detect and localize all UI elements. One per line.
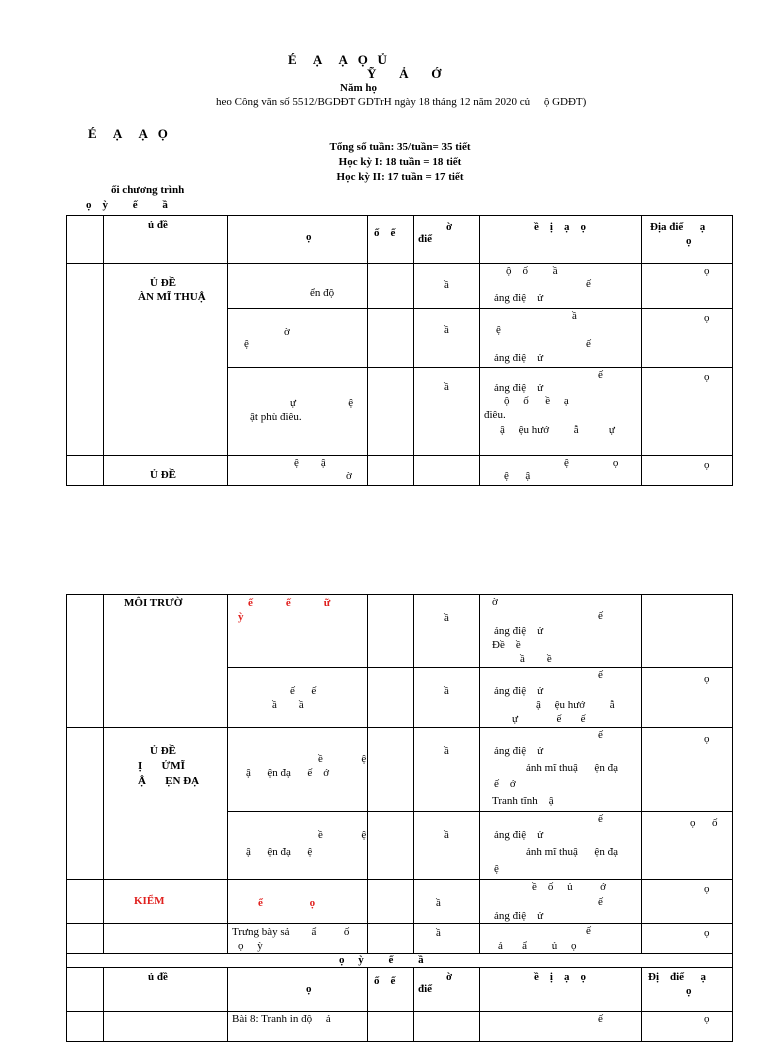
periods-cell	[368, 595, 414, 668]
requirement-line: ộ ố ầ	[506, 265, 558, 277]
table-header-row	[67, 968, 733, 1012]
requirement-line: ề ố ủ ớ	[532, 881, 606, 893]
requirement-line: ế	[598, 669, 603, 681]
requirements-cell	[480, 595, 642, 668]
requirement-line: ế	[586, 278, 591, 290]
topic-cell	[104, 880, 228, 924]
header-time-2: điể	[418, 233, 433, 245]
table-row	[67, 728, 733, 812]
totals-block	[280, 140, 520, 185]
time-text: ầ	[444, 381, 449, 393]
lesson-text: ầ ầ	[272, 699, 304, 711]
time-cell	[414, 924, 480, 954]
lesson-cell	[228, 728, 368, 812]
lesson-text: ệ ậ	[294, 457, 326, 469]
topic-line: MÔI TRƯỜ	[124, 597, 183, 609]
requirement-line: ự ế ế	[512, 713, 586, 725]
requirement-line: ờ	[492, 596, 498, 608]
row-index-cell	[67, 595, 104, 728]
periods-cell	[368, 880, 414, 924]
requirements-cell	[480, 368, 642, 456]
topic-cell	[104, 456, 228, 486]
periods-cell	[368, 668, 414, 728]
place-cell	[642, 368, 733, 456]
requirement-line: ế	[598, 1013, 603, 1025]
table-header-row	[67, 216, 733, 264]
lesson-text: Trưng bày sả ẩ ố	[232, 926, 350, 938]
lesson-cell	[228, 924, 368, 954]
time-cell	[414, 456, 480, 486]
requirement-line: ệ ọ	[564, 457, 619, 469]
header-requirements: ề ị ạ ọ	[534, 221, 586, 233]
requirement-line: ảng điệ ử	[494, 352, 544, 364]
lesson-text: ự ệ	[290, 397, 354, 409]
lesson-text: ể ọ	[258, 897, 316, 909]
row-index-cell	[67, 880, 104, 924]
topic-line: Ủ ĐỀ	[150, 469, 176, 481]
header-place-cell	[642, 968, 733, 1012]
place-text: ọ	[704, 883, 710, 895]
requirement-line: ệ	[496, 324, 501, 336]
place-cell	[642, 456, 733, 486]
lesson-cell	[228, 880, 368, 924]
place-text: ọ ố	[690, 817, 718, 829]
header-requirements: ề ị ạ ọ	[534, 971, 586, 983]
periods-cell	[368, 728, 414, 812]
place-cell	[642, 812, 733, 880]
place-text: ọ	[704, 927, 710, 939]
term-2-band-row	[67, 954, 733, 968]
lesson-text: ề ệ	[318, 829, 367, 841]
header-time-cell	[414, 968, 480, 1012]
requirements-cell	[480, 924, 642, 954]
periods-cell	[368, 368, 414, 456]
place-text: ọ	[704, 371, 710, 383]
requirements-cell	[480, 880, 642, 924]
requirement-line: ế	[598, 813, 603, 825]
place-cell	[642, 309, 733, 368]
place-cell	[642, 595, 733, 668]
requirement-line: ộ ố ề ạ	[504, 395, 569, 407]
row-index-cell	[67, 1012, 104, 1042]
program-line-1: ối chương trình	[111, 184, 185, 196]
time-text: ầ	[444, 324, 449, 336]
requirement-line: ảnh mĩ thuậ ện đạ	[526, 846, 618, 858]
time-text: ầ	[444, 279, 449, 291]
requirement-line: ế	[586, 338, 591, 350]
term-2-band-text: ọ ỳ ế ầ	[339, 954, 424, 966]
requirement-line: điêu.	[484, 409, 506, 421]
requirement-line: ảng điệ ử	[494, 829, 544, 841]
lesson-cell	[228, 264, 368, 309]
header-periods: ố ế	[374, 227, 396, 239]
row-index-cell	[67, 264, 104, 456]
header-topic: ủ đề	[148, 219, 168, 231]
requirement-line: ảng điệ ử	[494, 625, 544, 637]
lesson-text: ật phù điêu.	[250, 411, 302, 423]
place-text: ọ	[704, 312, 710, 324]
requirement-line: ả ẩ ủ ọ	[498, 940, 577, 952]
header-time-2: điể	[418, 983, 433, 995]
periods-cell	[368, 264, 414, 309]
requirement-line: ế	[598, 729, 603, 741]
requirement-line: ảng điệ ử	[494, 745, 544, 757]
time-cell	[414, 880, 480, 924]
lesson-cell	[228, 1012, 368, 1042]
table-row	[67, 595, 733, 668]
curriculum-table-term-1	[66, 215, 733, 486]
requirement-line: ế	[586, 925, 591, 937]
header-lesson-cell	[228, 216, 368, 264]
time-text: ầ	[444, 745, 449, 757]
header-lesson-cell	[228, 968, 368, 1012]
lesson-text: ọ ỳ	[238, 940, 263, 952]
section-title: É Ạ Ạ Ọ	[88, 126, 168, 141]
periods-cell	[368, 924, 414, 954]
time-text: ầ	[444, 685, 449, 697]
lesson-text: ờ	[346, 470, 352, 482]
place-text: ọ	[704, 459, 710, 471]
lesson-cell	[228, 668, 368, 728]
time-text: ầ	[444, 612, 449, 624]
lesson-text: Bài 8: Tranh in độ ả	[232, 1013, 331, 1025]
topic-cell	[104, 924, 228, 954]
place-cell	[642, 264, 733, 309]
lesson-text: ỳ	[238, 611, 244, 623]
header-periods-cell	[368, 216, 414, 264]
topic-line: Ị ỬMĨ	[138, 760, 185, 772]
topic-line: Ủ ĐỀ	[150, 277, 176, 289]
header-place-2: ọ	[686, 235, 692, 247]
header-place-1: Địa điể ạ	[650, 221, 706, 233]
header-lesson: ọ	[306, 983, 312, 995]
curriculum-table-continued	[66, 594, 733, 1042]
time-text: ầ	[436, 927, 441, 939]
row-index-cell	[67, 456, 104, 486]
lesson-text: ờ	[284, 326, 290, 338]
requirement-line: Đề ề	[492, 639, 521, 651]
requirement-line: ế	[598, 896, 603, 908]
program-line-2: ọ ỳ ế ầ	[86, 199, 168, 211]
topic-line: Ủ ĐỀ	[150, 745, 176, 757]
requirement-line: ầ	[572, 310, 577, 322]
requirement-line: Tranh tĩnh ậ	[492, 795, 554, 807]
topic-line: KIỂM	[134, 895, 165, 907]
lesson-text: ậ ện đạ ế ớ	[246, 767, 330, 779]
place-cell	[642, 924, 733, 954]
header-requirements-cell	[480, 968, 642, 1012]
requirement-line: ầ ề	[520, 653, 552, 665]
header-time-1: ờ	[446, 971, 453, 983]
lesson-text: ệ	[244, 338, 249, 350]
place-text: ọ	[704, 673, 710, 685]
header-periods: ố ế	[374, 975, 396, 987]
periods-cell	[368, 812, 414, 880]
header-line-2: Ỹ Ả Ớ	[367, 66, 442, 81]
header-periods-cell	[368, 968, 414, 1012]
periods-cell	[368, 1012, 414, 1042]
header-place-cell	[642, 216, 733, 264]
header-line-1: É Ạ Ạ Ọ Ủ	[288, 52, 387, 67]
requirement-line: ệ	[494, 863, 499, 875]
place-cell	[642, 668, 733, 728]
header-year: Năm họ	[340, 82, 377, 94]
header-lesson: ọ	[306, 231, 312, 243]
lesson-cell	[228, 309, 368, 368]
lesson-text: ển độ	[310, 287, 335, 299]
lesson-text: ề ệ	[318, 753, 367, 765]
place-cell	[642, 1012, 733, 1042]
header-time-cell	[414, 216, 480, 264]
requirement-line: ế	[598, 369, 603, 381]
table-row	[67, 264, 733, 309]
requirement-line: ậ ệu hướ ẫ ự	[500, 424, 615, 436]
time-cell	[414, 368, 480, 456]
place-text: ọ	[704, 733, 710, 745]
term-2-band-cell	[67, 954, 733, 968]
total-weeks: Tổng số tuần: 35/tuần= 35 tiết	[329, 141, 471, 153]
place-cell	[642, 880, 733, 924]
requirement-line: ảng điệ ử	[494, 382, 544, 394]
header-index-cell	[67, 968, 104, 1012]
requirements-cell	[480, 456, 642, 486]
table-row	[67, 880, 733, 924]
requirement-line: ệ ậ	[504, 470, 531, 482]
lesson-cell	[228, 595, 368, 668]
time-cell	[414, 668, 480, 728]
periods-cell	[368, 456, 414, 486]
header-place-1: Đị điể ạ	[648, 971, 707, 983]
place-cell	[642, 728, 733, 812]
table-row	[67, 456, 733, 486]
requirement-line: ế ớ	[494, 778, 516, 790]
header-reference: heo Công văn số 5512/BGDĐT GDTrH ngày 18 tháng 12 năm 2020 củ ộ GDĐT)	[216, 96, 587, 108]
requirements-cell	[480, 309, 642, 368]
topic-cell	[104, 595, 228, 728]
place-text: ọ	[704, 1013, 710, 1025]
time-cell	[414, 595, 480, 668]
place-text: ọ	[704, 265, 710, 277]
time-cell	[414, 309, 480, 368]
lesson-text: ế ế	[290, 685, 317, 697]
requirements-cell	[480, 728, 642, 812]
time-text: ầ	[444, 829, 449, 841]
topic-cell	[104, 264, 228, 456]
time-cell	[414, 728, 480, 812]
requirements-cell	[480, 668, 642, 728]
time-cell	[414, 812, 480, 880]
requirement-line: ậ ệu hướ ẫ	[536, 699, 615, 711]
time-cell	[414, 264, 480, 309]
header-place-2: ọ	[686, 985, 692, 997]
header-topic: ủ đề	[148, 971, 168, 983]
requirement-line: ảng điệ ử	[494, 910, 544, 922]
header-requirements-cell	[480, 216, 642, 264]
requirement-line: ảnh mĩ thuậ ện đạ	[526, 762, 618, 774]
requirement-line: ảng điệ ử	[494, 292, 544, 304]
time-cell	[414, 1012, 480, 1042]
requirements-cell	[480, 1012, 642, 1042]
requirement-line: ảng điệ ử	[494, 685, 544, 697]
requirement-line: ế	[598, 610, 603, 622]
table-row	[67, 924, 733, 954]
term-1-total: Học kỳ I: 18 tuần = 18 tiết	[338, 156, 462, 168]
lesson-cell	[228, 456, 368, 486]
topic-line: Ậ ẸN ĐẠ	[138, 775, 200, 787]
topic-cell	[104, 1012, 228, 1042]
header-index-cell	[67, 216, 104, 264]
header-topic-cell	[104, 968, 228, 1012]
lesson-text: ậ ện đạ ệ	[246, 846, 313, 858]
lesson-text: ế ế ữ	[248, 597, 331, 609]
table-row	[67, 1012, 733, 1042]
lesson-cell	[228, 368, 368, 456]
topic-line: ÀN MĨ THUẬ	[138, 291, 206, 303]
header-time-1: ờ	[446, 221, 453, 233]
topic-cell	[104, 728, 228, 880]
row-index-cell	[67, 728, 104, 880]
time-text: ầ	[436, 897, 441, 909]
term-2-total: Học kỳ II: 17 tuần = 17 tiết	[336, 171, 464, 183]
periods-cell	[368, 309, 414, 368]
requirements-cell	[480, 812, 642, 880]
row-index-cell	[67, 924, 104, 954]
requirements-cell	[480, 264, 642, 309]
lesson-cell	[228, 812, 368, 880]
header-topic-cell	[104, 216, 228, 264]
